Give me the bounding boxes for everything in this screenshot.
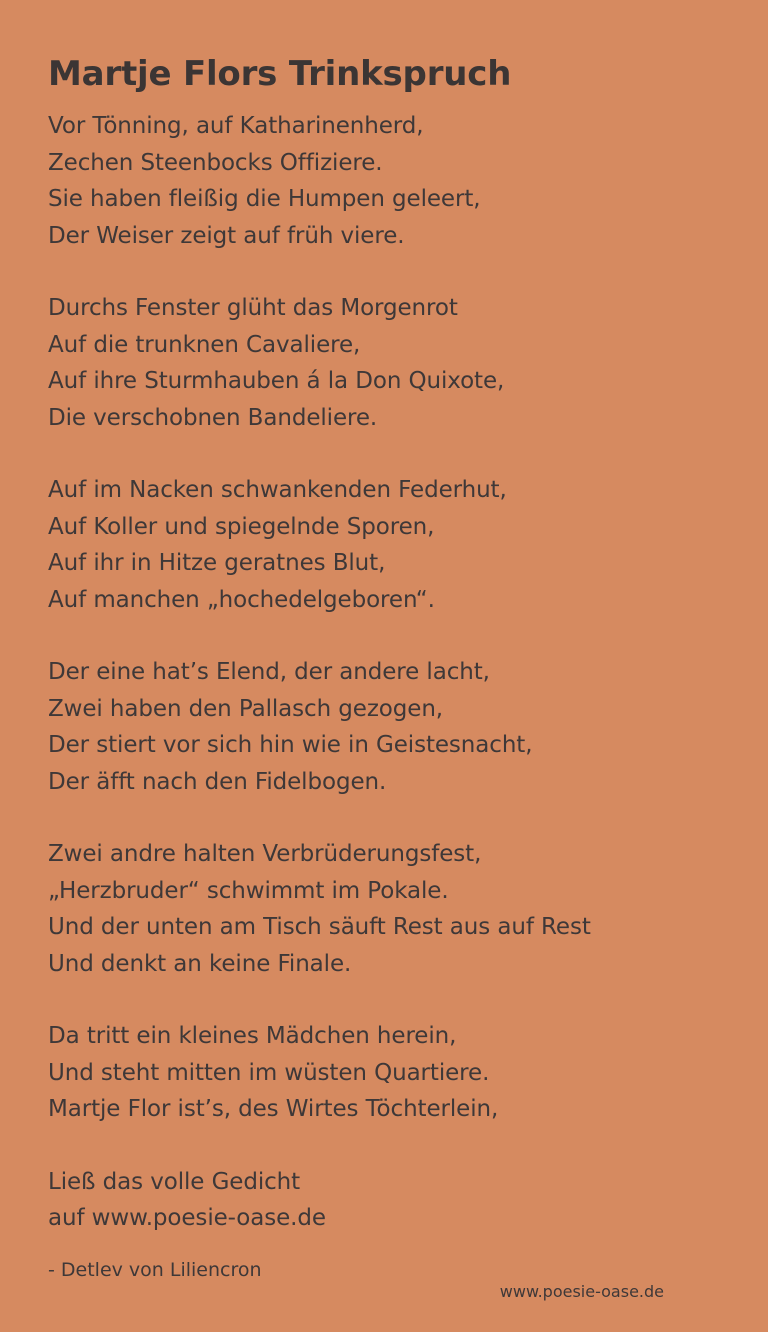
poem-line: Und denkt an keine Finale. (48, 950, 352, 977)
poem-line: „Herzbruder“ schwimmt im Pokale. (48, 877, 449, 904)
poem-line: Die verschobnen Bandeliere. (48, 404, 378, 431)
stanza (48, 654, 728, 800)
website-watermark: www.poesie-oase.de (499, 1282, 664, 1301)
poem-line: Und der unten am Tisch säuft Rest aus auf Rest (48, 914, 591, 940)
poem-line: Der eine hat’s Elend, der andere lacht, (48, 659, 490, 685)
poem-line: Auf ihr in Hitze geratnes Blut, (48, 550, 386, 576)
poem-line: Der stiert vor sich hin wie in Geistesnacht, (48, 732, 533, 758)
poem-line: Auf Koller und spiegelnde Sporen, (48, 513, 435, 540)
stanza (48, 836, 728, 982)
poem-line: Auf die trunknen Cavaliere, (48, 331, 361, 358)
stanza (48, 108, 728, 254)
poem-line: Vor Tönning, auf Katharinenherd, (48, 113, 424, 139)
poem-line: Sie haben fleißig die Humpen geleert, (48, 186, 481, 212)
poem-line: Der Weiser zeigt auf früh viere. (48, 222, 405, 249)
poem-line: Auf ihre Sturmhauben á la Don Quixote, (48, 368, 505, 394)
poem-line: Zechen Steenbocks Offiziere. (48, 149, 383, 176)
poem-line: Zwei andre halten Verbrüderungsfest, (48, 841, 482, 867)
poem-line: auf www.poesie-oase.de (48, 1205, 326, 1231)
poem-line: Da tritt ein kleines Mädchen herein, (48, 1023, 457, 1049)
stanza (48, 472, 728, 618)
stanza (48, 290, 728, 436)
poem-author: - Detlev von Liliencron (48, 1259, 262, 1281)
poem-title: Martje Flors Trinkspruch (48, 54, 512, 94)
stanza (48, 1164, 728, 1237)
poem-line: Der äfft nach den Fidelbogen. (48, 768, 387, 795)
poem-line: Martje Flor ist’s, des Wirtes Töchterlein, (48, 1096, 499, 1122)
poem-line: Durchs Fenster glüht das Morgenrot (48, 295, 458, 321)
poem-line: Und steht mitten im wüsten Quartiere. (48, 1059, 490, 1086)
stanza (48, 1018, 728, 1128)
poem-line: Auf manchen „hochedelgeboren“. (48, 586, 435, 613)
poem-body (48, 108, 728, 1237)
poem-line: Ließ das volle Gedicht (48, 1168, 301, 1195)
poem-line: Zwei haben den Pallasch gezogen, (48, 695, 444, 722)
poem-page (48, 52, 728, 1273)
poem-line: Auf im Nacken schwankenden Federhut, (48, 477, 507, 503)
